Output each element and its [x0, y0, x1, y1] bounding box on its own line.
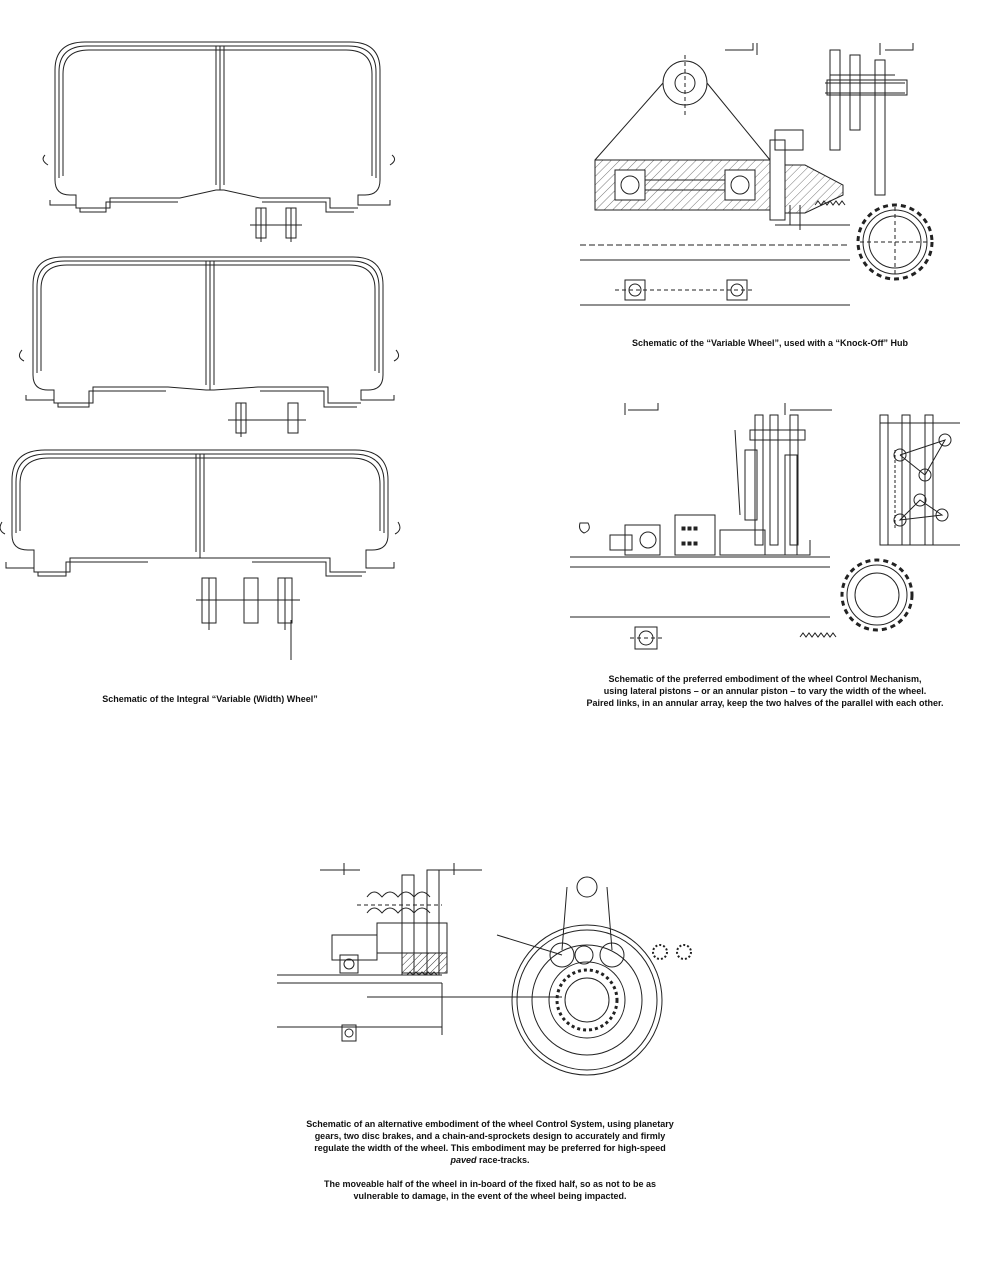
planetary-gear-disc [512, 925, 662, 1075]
caption-line4-rest: race-tracks. [476, 1155, 530, 1165]
caption-control-system-line1: Schematic of an alternative embodiment of the wheel Control System, using planetary [306, 1119, 674, 1129]
caption-control-mechanism-line3: Paired links, in an annular array, keep the two halves of the parallel with each other. [586, 698, 944, 708]
caption-control-system-line2: gears, two disc brakes, and a chain-and-sprockets design to accurately and firmly [314, 1131, 666, 1141]
caption-control-system-line4 [260, 1154, 720, 1166]
paired-links-array [880, 415, 960, 545]
brake-block [402, 953, 447, 973]
caption-italic-paved: paved [450, 1155, 477, 1165]
caption-control-system-line6: vulnerable to damage, in the event of the wheel being impacted. [353, 1191, 627, 1201]
gear-wheel-2 [842, 560, 912, 630]
control-mechanism-schematic [570, 395, 970, 655]
caption-knock-off-hub-text: Schematic of the “Variable Wheel”, used with a “Knock-Off” Hub [631, 338, 909, 348]
caption-knock-off-hub [580, 337, 960, 349]
knock-off-hub-schematic [575, 35, 945, 320]
wheel-profile-medium [18, 245, 400, 445]
caption-spacer [260, 1166, 720, 1178]
wheel-profile-wide [0, 440, 400, 665]
caption-control-mechanism-line1: Schematic of the preferred embodiment of the wheel Control Mechanism, [608, 674, 922, 684]
gear-wheel-1 [858, 205, 932, 279]
caption-control-mechanism-line2: using lateral pistons – or an annular piston – to vary the width of the wheel. [603, 686, 927, 696]
caption-integral-wheel-text: Schematic of the Integral “Variable (Width) Wheel” [102, 694, 318, 704]
wheel-profile-narrow [40, 30, 400, 245]
caption-control-system-line5: The moveable half of the wheel in in-board of the fixed half, so as not to be as [323, 1179, 657, 1189]
control-system-schematic [272, 855, 712, 1105]
caption-integral-wheel [20, 693, 400, 705]
caption-control-system-line3: regulate the width of the wheel. This embodiment may be preferred for high-speed [314, 1143, 666, 1153]
chain-sprocket-assembly [497, 877, 624, 967]
knock-off-nut [785, 165, 843, 213]
caption-control-mechanism [560, 673, 970, 709]
caption-control-system [260, 1118, 720, 1202]
